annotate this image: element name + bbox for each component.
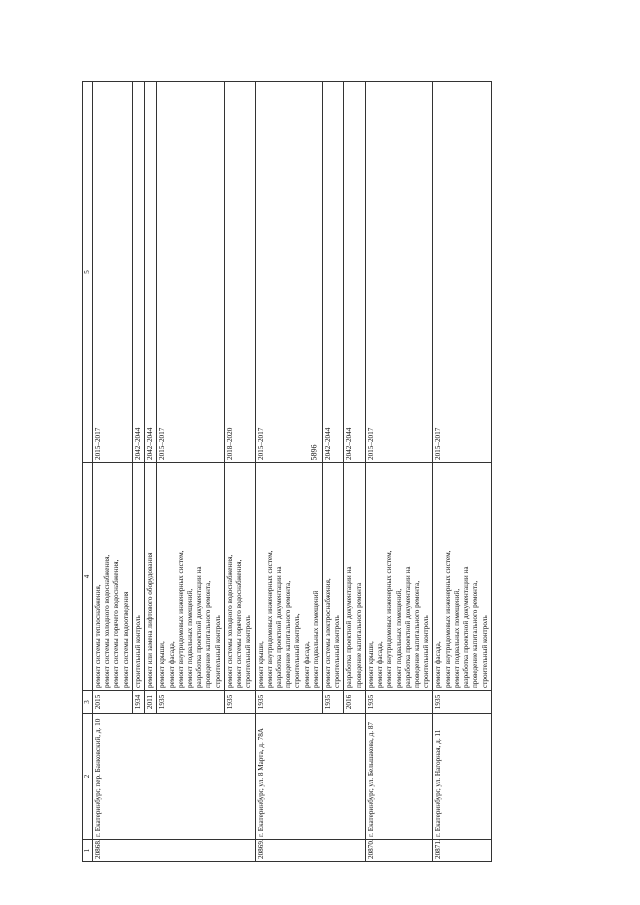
row-works: [255, 463, 323, 691]
entry-number: 20871.: [433, 840, 491, 862]
work-item: строительный контроль: [422, 615, 431, 688]
entry-address: г. Екатеринбург, пер. Банковский, д. 10: [93, 714, 256, 840]
work-item: разработка проектной документации на: [462, 566, 471, 688]
row-year: 2016: [344, 691, 365, 714]
row-period: 2018–2020: [224, 82, 255, 463]
work-item: ремонт фасада,: [376, 641, 385, 688]
row-year: 1935: [365, 691, 433, 714]
row-period: 2042–2044: [145, 82, 157, 463]
work-item: разработка проектной документации на: [345, 566, 354, 688]
work-item: ремонт системы горячего водоснабжения,: [112, 559, 121, 688]
repair-register-table: [82, 81, 492, 862]
page-number: 5896: [309, 444, 319, 461]
entry-number: 20870.: [365, 840, 433, 862]
row-works: [344, 463, 365, 691]
work-item: ремонт системы холодного водоснабжения,: [103, 554, 112, 688]
rotated-page: [82, 82, 600, 862]
work-item: ремонт внутридомовых инженерных систем,: [265, 550, 274, 688]
entry-address: г. Екатеринбург, ул. 8 Марта, д. 78А: [255, 714, 365, 840]
work-item: разработка проектной документации на: [195, 566, 204, 688]
entry-address: г. Екатеринбург, ул. Нагорная, д. 11: [433, 714, 491, 840]
work-item: проведение капитального ремонта,: [471, 580, 480, 688]
work-item: ремонт крыши,: [158, 641, 167, 688]
work-item: ремонт крыши,: [366, 641, 375, 688]
header-row: [83, 82, 93, 862]
work-item: ремонт внутридомовых инженерных систем,: [176, 550, 185, 688]
work-item: строительный контроль: [333, 615, 342, 688]
entry-number: 20868.: [93, 840, 256, 862]
work-item: строительный контроль: [213, 615, 222, 688]
header-cell-2: 2: [83, 714, 93, 840]
row-works: [433, 463, 491, 691]
work-item: ремонт или замена лифтового оборудования: [146, 552, 155, 688]
row-period: 2042–2044: [344, 82, 365, 463]
work-item: проведение капитального ремонта: [354, 582, 363, 688]
work-item: ремонт подвальных помещений: [311, 590, 320, 688]
row-works: [365, 463, 433, 691]
work-item: проведение капитального ремонта,: [284, 580, 293, 688]
row-year: 1935: [255, 691, 323, 714]
work-item: разработка проектной документации на: [403, 566, 412, 688]
work-item: строительный контроль,: [293, 613, 302, 688]
row-period: 2042–2044: [132, 82, 144, 463]
row-period: 2015–2017: [255, 82, 323, 463]
row-period: 2015–2017: [365, 82, 433, 463]
work-item: строительный контроль: [244, 615, 253, 688]
table-row: [433, 82, 491, 862]
row-year: 2015: [93, 691, 133, 714]
work-item: ремонт внутридомовых инженерных систем,: [443, 550, 452, 688]
row-year: 2011: [145, 691, 157, 714]
work-item: ремонт фасада,: [167, 641, 176, 688]
row-works: [224, 463, 255, 691]
work-item: проведение капитального ремонта,: [413, 580, 421, 688]
row-year: 1935: [433, 691, 491, 714]
table-row: [365, 82, 433, 862]
row-year: 1934: [132, 691, 144, 714]
row-year: 1935: [323, 691, 344, 714]
header-cell-1: 1: [83, 840, 93, 862]
row-works: [145, 463, 157, 691]
work-item: ремонт подвальных помещений,: [185, 588, 194, 688]
row-period: 2042–2044: [323, 82, 344, 463]
table-body: [83, 82, 492, 862]
table-row: [93, 82, 133, 862]
header-cell-4: 4: [83, 463, 93, 691]
row-period: 2015–2017: [433, 82, 491, 463]
work-item: ремонт крыши,: [256, 641, 265, 688]
work-item: ремонт фасада,: [434, 641, 443, 688]
work-item: ремонт системы водоотведения: [121, 591, 130, 688]
work-item: проведение капитального ремонта,: [204, 580, 213, 688]
work-item: ремонт системы горячего водоснабжения,: [235, 559, 244, 688]
work-item: ремонт внутридомовых инженерных систем,: [385, 550, 394, 688]
row-period: 2015–2017: [93, 82, 133, 463]
row-period: 2015–2017: [157, 82, 225, 463]
row-works: [157, 463, 225, 691]
work-item: ремонт подвальных помещений,: [394, 588, 403, 688]
row-works: [323, 463, 344, 691]
header-cell-3: 3: [83, 691, 93, 714]
header-cell-5: 5: [83, 82, 93, 463]
row-works: [93, 463, 133, 691]
row-year: 1935: [157, 691, 225, 714]
work-item: строительный контроль: [133, 615, 142, 688]
work-item: ремонт системы холодного водоснабжения,: [225, 554, 234, 688]
work-item: ремонт системы электроснабжения,: [324, 578, 333, 688]
entry-address: г. Екатеринбург, ул. Бельшакова, д. 87: [365, 714, 433, 840]
entry-number: 20869.: [255, 840, 365, 862]
row-works: [132, 463, 144, 691]
work-item: ремонт системы теплоснабжения,: [94, 584, 102, 688]
work-item: строительный контроль: [480, 615, 489, 688]
work-item: ремонт фасада,: [302, 641, 311, 688]
work-item: ремонт подвальных помещений,: [452, 588, 461, 688]
table-row: [255, 82, 323, 862]
row-year: 1935: [224, 691, 255, 714]
work-item: разработка проектной документации на: [274, 566, 283, 688]
